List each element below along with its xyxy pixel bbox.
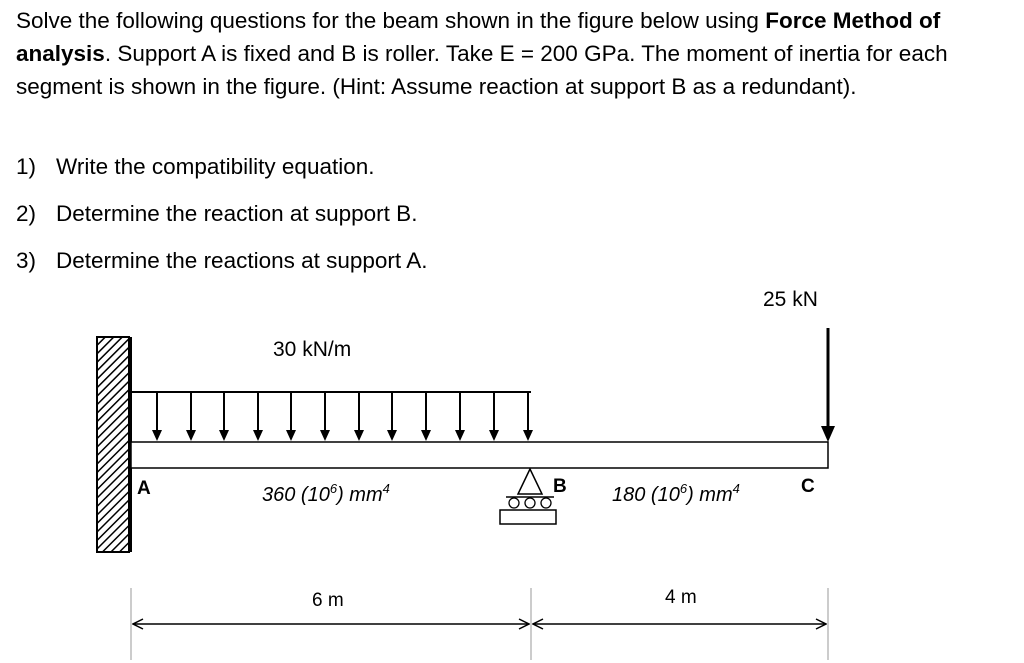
problem-text-1: Solve the following questions for the beam shown in the figure below using [16, 8, 766, 33]
load-arrow [219, 392, 229, 441]
question-number: 1) [16, 154, 37, 179]
load-arrow [286, 392, 296, 441]
load-arrow [186, 392, 196, 441]
question-text: Determine the reaction at support B. [56, 201, 418, 226]
question-text: Determine the reactions at support A. [56, 248, 428, 273]
problem-bold-method: Force Method of analysis [16, 8, 941, 66]
label-B: B [553, 476, 567, 497]
inertia-label-segment-2: 180 $(10^6)$ $mm^4$ [612, 481, 740, 506]
problem-text-2: . Support A is fixed and B is roller. Take E = 200 GPa. The moment of inertia for each segment is shown in the figure. (Hint: Assume reaction at support B as a redundant). [16, 41, 948, 99]
load-arrow [354, 392, 364, 441]
dimension-lines [131, 588, 828, 660]
load-arrow [320, 392, 330, 441]
length-label-segment-1: 6 m [312, 590, 344, 611]
load-arrow [253, 392, 263, 441]
question-text: Write the compatibility equation. [56, 154, 375, 179]
roller-wheel [525, 498, 535, 508]
roller-triangle [518, 469, 542, 494]
point-load-arrowhead [821, 426, 835, 442]
roller-base [500, 510, 556, 524]
roller-wheel [509, 498, 519, 508]
load-arrow [523, 392, 533, 441]
fixed-wall-support [97, 337, 129, 552]
roller-wheel [541, 498, 551, 508]
load-arrow [455, 392, 465, 441]
distributed-load-label: 30 kN/m [273, 338, 352, 361]
question-number: 3) [16, 248, 37, 273]
load-arrow [421, 392, 431, 441]
inertia-label-segment-1: 360 $(10^6)$ $mm^4$ [262, 481, 390, 506]
load-arrow [387, 392, 397, 441]
load-arrow [152, 392, 162, 441]
label-A: A [137, 478, 151, 499]
label-C: C [801, 476, 815, 497]
question-number: 2) [16, 201, 37, 226]
roller-support [500, 469, 556, 524]
beam [131, 442, 828, 468]
length-label-segment-2: 4 m [665, 587, 697, 608]
load-arrow [489, 392, 499, 441]
distributed-load-arrows [152, 392, 533, 441]
point-load-label: 25 kN [763, 288, 818, 311]
